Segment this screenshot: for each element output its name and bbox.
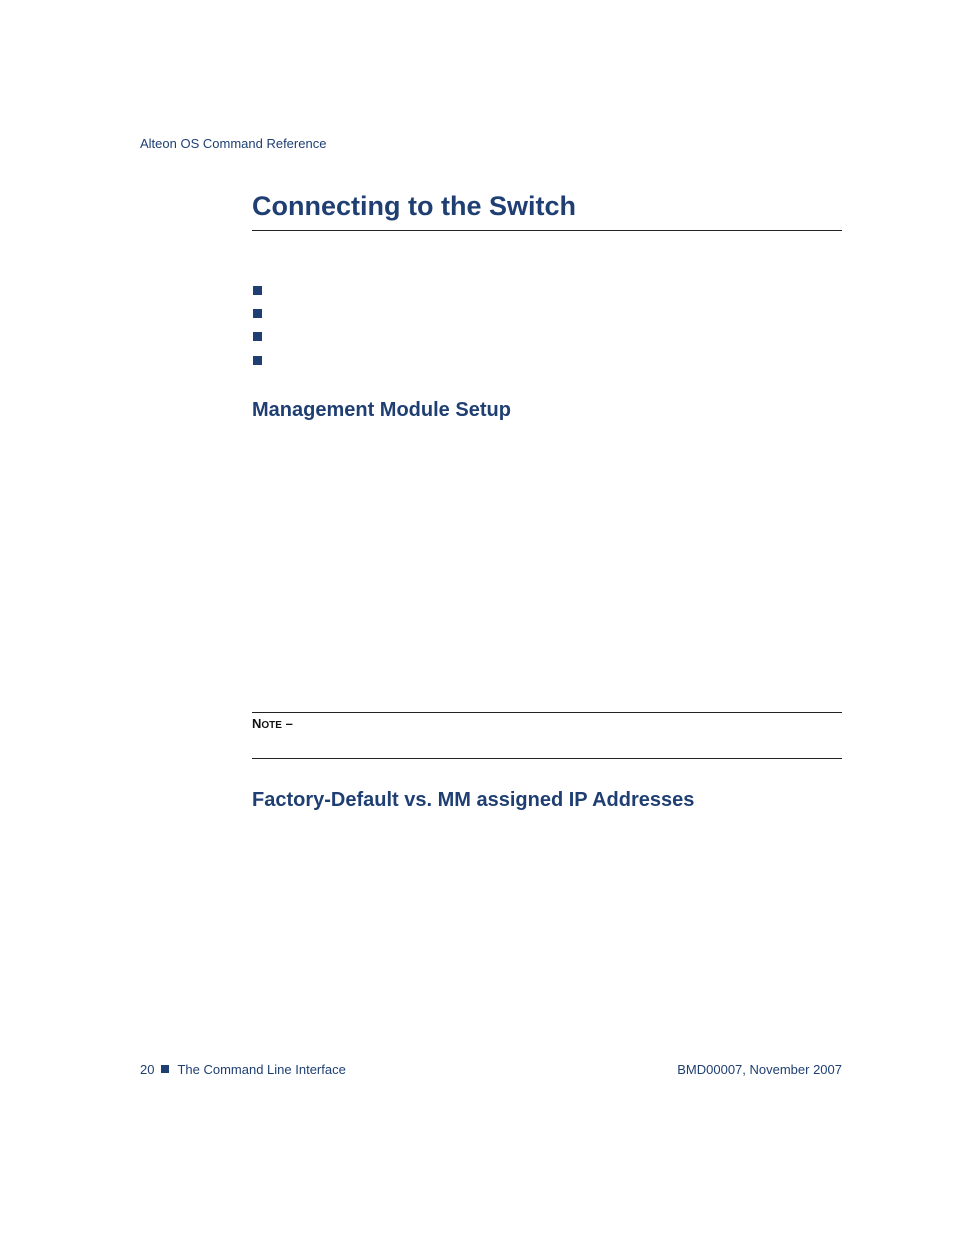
note-bottom-divider xyxy=(252,758,842,759)
footer-separator-icon xyxy=(161,1065,169,1073)
bullet-marker xyxy=(253,309,262,318)
bullet-marker xyxy=(253,356,262,365)
footer-left xyxy=(140,1062,346,1078)
title-divider xyxy=(252,230,842,231)
note-label-dash: – xyxy=(281,716,293,731)
bullet-marker xyxy=(253,286,262,295)
note-label xyxy=(252,716,293,734)
bullet-marker xyxy=(253,332,262,341)
note-label-initial: N xyxy=(252,716,262,731)
section-heading-management-module-setup: Management Module Setup xyxy=(252,399,511,421)
page-number: 20 xyxy=(140,1062,155,1077)
page-title: Connecting to the Switch xyxy=(252,191,576,221)
footer-doc-id: BMD00007, November 2007 xyxy=(677,1062,842,1077)
note-top-divider xyxy=(252,712,842,713)
note-label-smallcaps: OTE xyxy=(261,720,282,731)
section-heading-factory-default: Factory-Default vs. MM assigned IP Addresses xyxy=(252,789,695,811)
running-header: Alteon OS Command Reference xyxy=(140,136,327,151)
footer-chapter: The Command Line Interface xyxy=(177,1062,346,1077)
